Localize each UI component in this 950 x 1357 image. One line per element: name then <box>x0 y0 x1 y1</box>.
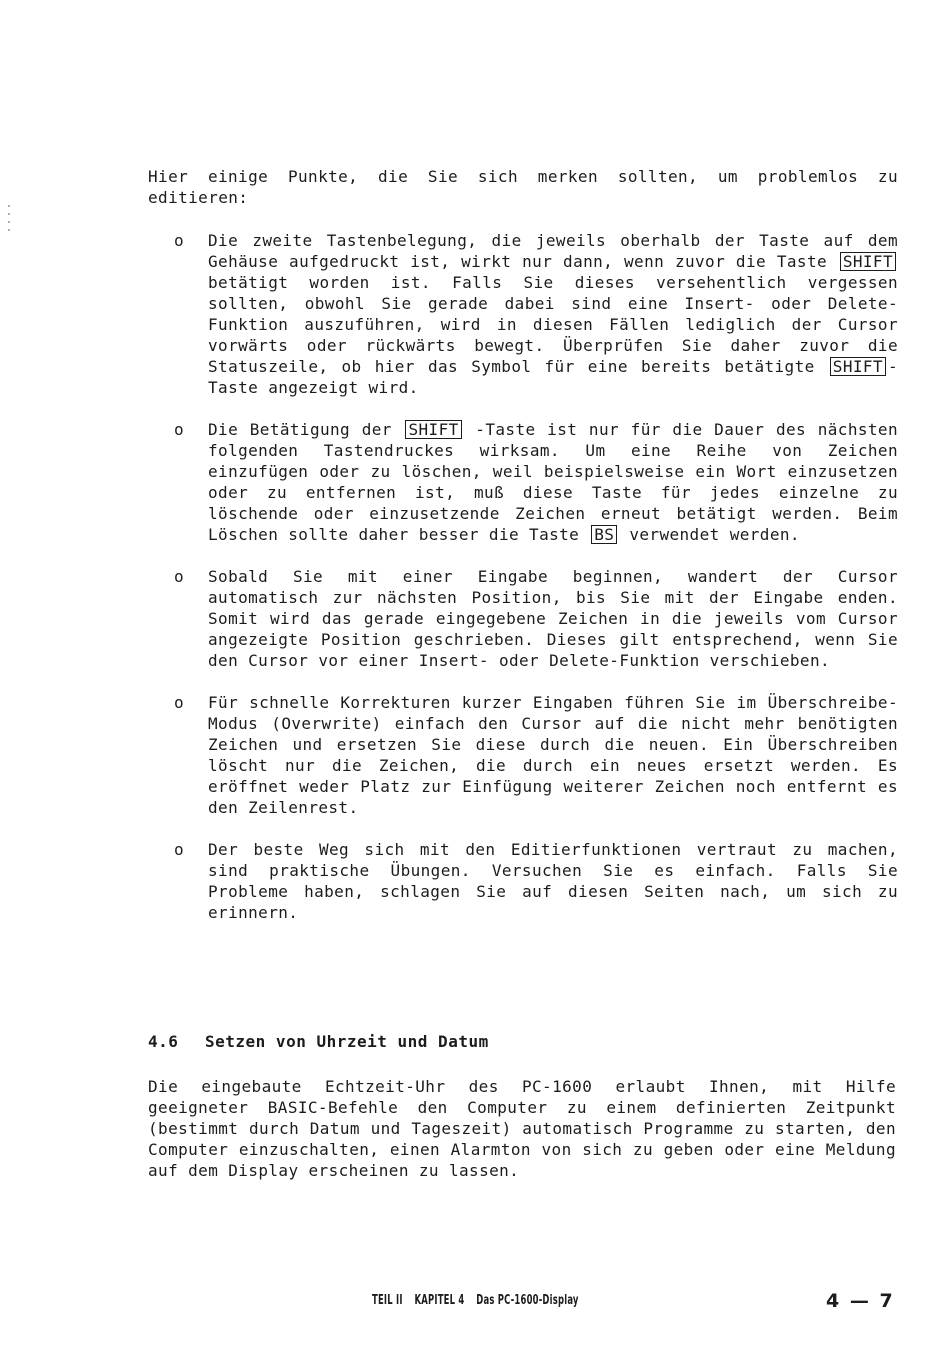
scan-margin-marks <box>8 205 12 235</box>
bullet-text: -Taste angezeigt wird. <box>208 357 898 397</box>
list-item <box>170 419 898 545</box>
bullet-marker: o <box>174 231 185 250</box>
section-number: 4.6 <box>148 1032 179 1051</box>
footer-part: TEIL II <box>372 1293 403 1308</box>
intro-paragraph: Hier einige Punkte, die Sie sich merken sollten, um problemlos zu editieren: <box>148 167 898 207</box>
section-title: Setzen von Uhrzeit und Datum <box>205 1032 489 1051</box>
list-item <box>170 566 898 671</box>
shift-key-label: SHIFT <box>405 420 461 439</box>
list-item <box>170 692 898 818</box>
bullet-text: betätigt worden ist. Falls Sie dieses versehentlich vergessen sollten, obwohl Sie gerade dabei sind eine Insert- oder Delete-Funktion auszuführen, wird in diesen Fällen lediglich der Cursor vorwärts oder rückwärts bewegt. Überprüfen Sie daher zuvor die Statuszeile, ob hier das Symbol für eine bereits betätigte <box>208 273 898 376</box>
page-number: 4 — 7 <box>826 1290 895 1312</box>
shift-key-label: SHIFT <box>840 252 896 271</box>
list-item <box>170 230 898 398</box>
bullet-marker: o <box>174 693 185 712</box>
list-item <box>170 839 898 923</box>
editing-tips-list <box>170 230 898 944</box>
running-footer <box>372 1293 587 1308</box>
bullet-text: Die Betätigung der <box>208 420 404 439</box>
bullet-text: verwendet werden. <box>619 525 800 544</box>
bullet-marker: o <box>174 840 185 859</box>
bs-key-label: BS <box>591 525 617 544</box>
footer-chapter: KAPITEL 4 <box>414 1293 465 1308</box>
bullet-text: Die zweite Tastenbelegung, die jeweils oberhalb der Taste auf dem Gehäuse aufgedruckt ist, wirkt nur dann, wenn zuvor die Taste <box>208 231 898 271</box>
bullet-marker: o <box>174 567 185 586</box>
bullet-text: Für schnelle Korrekturen kurzer Eingaben führen Sie im Überschreibe-Modus (Overwrite) einfach den Cursor auf die nicht mehr benötigten Zeichen und ersetzen Sie diese durch die neuen. Ein Überschreiben löscht nur die Zeichen, die durch ein neues ersetzt werden. Es eröffnet weder Platz zur Einfügung weiterer Zeichen noch entfernt es den Zeilenrest. <box>208 693 898 817</box>
bullet-text: Der beste Weg sich mit den Editierfunktionen vertraut zu machen, sind praktische Übungen. Versuchen Sie es einfach. Falls Sie Probleme haben, schlagen Sie auf diesen Seiten nach, um sich zu erinnern. <box>208 840 898 922</box>
bullet-text: Sobald Sie mit einer Eingabe beginnen, wandert der Cursor automatisch zur nächsten Position, bis Sie mit der Eingabe enden. Somit wird das gerade eingegebene Zeichen in die jeweils vom Cursor angezeigte Position geschrieben. Dieses gilt entsprechend, wenn Sie den Cursor vor einer Insert- oder Delete-Funktion verschieben. <box>208 567 898 670</box>
section-heading <box>148 1032 489 1051</box>
footer-title: Das PC-1600-Display <box>476 1293 579 1308</box>
shift-key-label: SHIFT <box>830 357 886 376</box>
bullet-marker: o <box>174 420 185 439</box>
bullet-text: -Taste ist nur für die Dauer des nächsten folgenden Tastendruckes wirksam. Um eine Reihe von Zeichen einzufügen oder zu löschen, weil beispielsweise ein Wort einzusetzen oder zu entfernen ist, muß diese Taste für jedes einzelne zu löschende oder einzusetzende Zeichen erneut betätigt werden. Beim Löschen sollte daher besser die Taste <box>208 420 898 544</box>
section-body-paragraph: Die eingebaute Echtzeit-Uhr des PC-1600 erlaubt Ihnen, mit Hilfe geeigneter BASIC-Befehle den Computer zu einem definierten Zeitpunkt (bestimmt durch Datum und Tageszeit) automatisch Programme zu starten, den Computer einzuschalten, einen Alarmton von sich zu geben oder eine Meldung auf dem Display erscheinen zu lassen. <box>148 1077 896 1180</box>
